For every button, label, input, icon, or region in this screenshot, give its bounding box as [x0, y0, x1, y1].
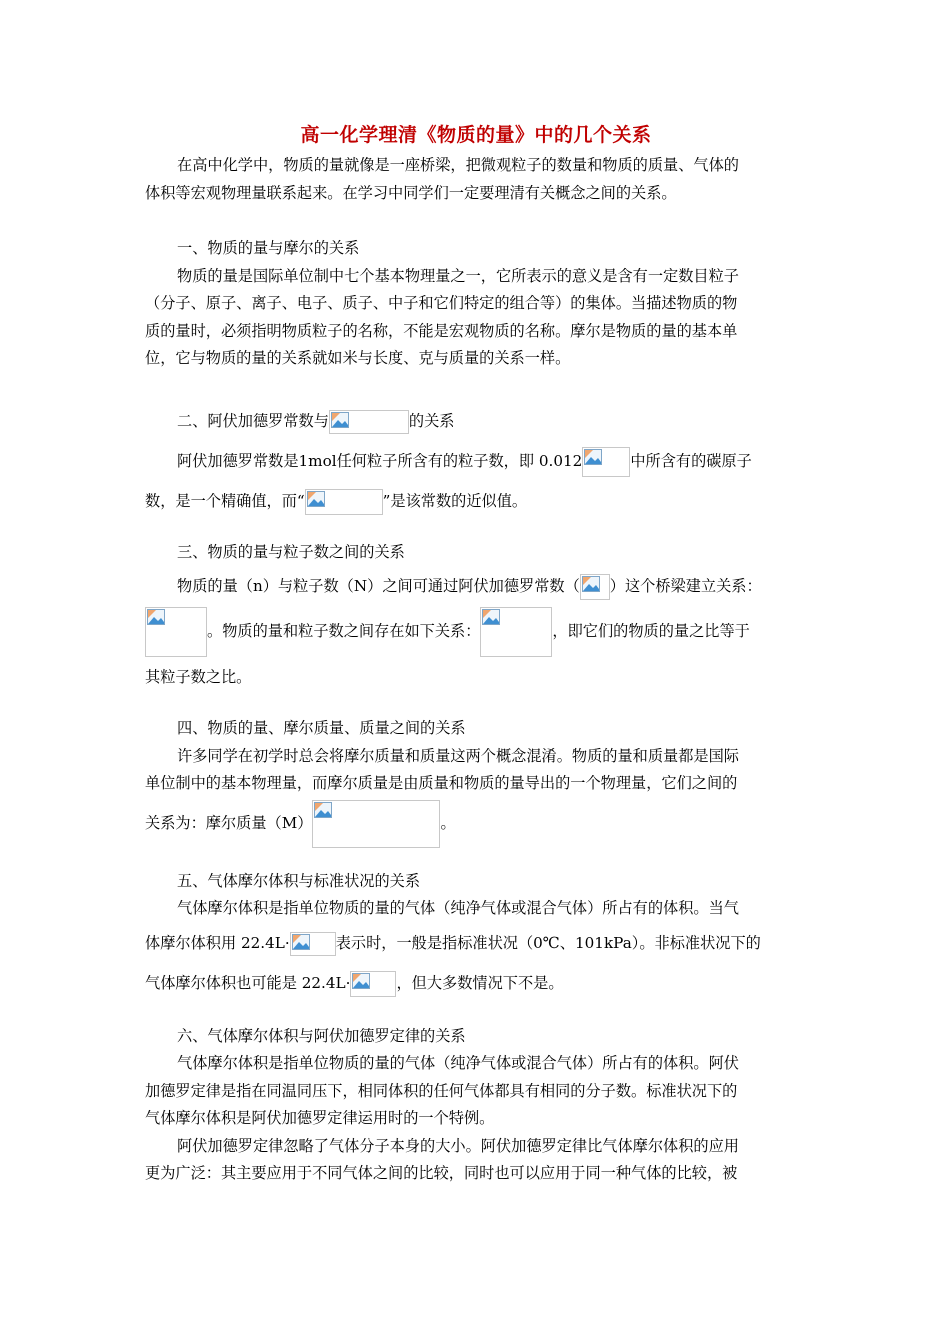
section-heading: 六、气体摩尔体积与阿伏加德罗定律的关系 [177, 1026, 466, 1045]
paragraph-line: 其粒子数之比。 [145, 668, 252, 686]
paragraph-line: 数，是一个精确值，而“ ”是该常数的近似值。 [145, 481, 807, 521]
broken-image-icon [307, 491, 325, 507]
paragraph-line: 气体摩尔体积也可能是 22.4L· ，但大多数情况下不是。 [145, 963, 807, 1003]
document-title: 高一化学理清《物质的量》中的几个关系 [300, 124, 652, 146]
broken-image-icon [314, 802, 332, 818]
broken-image-icon [584, 449, 602, 465]
broken-image-icon [582, 576, 600, 592]
section-heading: 一、物质的量与摩尔的关系 [177, 239, 360, 257]
formula-image [312, 800, 440, 848]
broken-image-icon [331, 412, 349, 428]
paragraph-line: 气体摩尔体积是阿伏加德罗定律运用时的一个特例。 [145, 1109, 495, 1127]
paragraph-line: 物质的量（n）与粒子数（N）之间可通过阿伏加德罗常数（ ）这个桥梁建立关系： [145, 566, 807, 606]
section-heading: 五、气体摩尔体积与标准状况的关系 [177, 871, 420, 890]
paragraph-line: 体摩尔体积用 22.4L· 表示时，一般是指标准状况（0℃、101kPa）。非标准状况下的 [145, 923, 807, 963]
paragraph-line: 更为广泛：其主要应用于不同气体之间的比较，同时也可以应用于同一种气体的比较，被 [145, 1164, 738, 1182]
formula-image [305, 489, 383, 515]
paragraph-line: 许多同学在初学时总会将摩尔质量和质量这两个概念混淆。物质的量和质量都是国际 [177, 746, 739, 765]
document-page [145, 118, 807, 1188]
paragraph-line: 阿伏加德罗常数是1mol任何粒子所含有的粒子数，即 0.012 中所含有的碳原子 [145, 441, 807, 481]
section-heading: 三、物质的量与粒子数之间的关系 [177, 542, 405, 561]
formula-image [350, 971, 396, 997]
paragraph-line: 位，它与物质的量的关系就如米与长度、克与质量的关系一样。 [145, 349, 571, 367]
paragraph-line: 加德罗定律是指在同温同压下，相同体积的任何气体都具有相同的分子数。标准状况下的 [145, 1081, 738, 1100]
section-heading: 四、物质的量、摩尔质量、质量之间的关系 [177, 719, 466, 737]
broken-image-icon [292, 934, 310, 950]
paragraph-line: 物质的量是国际单位制中七个基本物理量之一，它所表示的意义是含有一定数目粒子 [177, 266, 739, 285]
paragraph-line: （分子、原子、离子、电子、质子、中子和它们特定的组合等）的集体。当描述物质的物 [145, 294, 738, 312]
paragraph-line: 关系为：摩尔质量（M） 。 [145, 798, 807, 848]
paragraph-line: 气体摩尔体积是指单位物质的量的气体（纯净气体或混合气体）所占有的体积。当气 [177, 899, 739, 917]
formula-image [480, 607, 552, 657]
broken-image-icon [147, 609, 165, 625]
formula-image [580, 574, 610, 600]
paragraph-line: 阿伏加德罗定律忽略了气体分子本身的大小。阿伏加德罗定律比气体摩尔体积的应用 [177, 1136, 739, 1155]
intro-line: 体积等宏观物理量联系起来。在学习中同学们一定要理清有关概念之间的关系。 [145, 183, 677, 202]
intro-line: 在高中化学中，物质的量就像是一座桥梁，把微观粒子的数量和物质的质量、气体的 [177, 156, 739, 174]
paragraph-line: 单位制中的基本物理量，而摩尔质量是由质量和物质的量导出的一个物理量，它们之间的 [145, 774, 738, 792]
formula-image [290, 932, 336, 956]
formula-image [329, 410, 409, 434]
paragraph-line: 质的量时，必须指明物质粒子的名称，不能是宏观物质的名称。摩尔是物质的量的基本单 [145, 321, 738, 340]
section-heading: 二、阿伏加德罗常数与 的关系 [145, 401, 807, 441]
formula-image [582, 447, 630, 477]
broken-image-icon [352, 973, 370, 989]
paragraph-line: 气体摩尔体积是指单位物质的量的气体（纯净气体或混合气体）所占有的体积。阿伏 [177, 1054, 739, 1072]
broken-image-icon [482, 609, 500, 625]
paragraph-line: 。物质的量和粒子数之间存在如下关系： ，即它们的物质的量之比等于 [145, 606, 807, 657]
formula-image [145, 607, 207, 657]
